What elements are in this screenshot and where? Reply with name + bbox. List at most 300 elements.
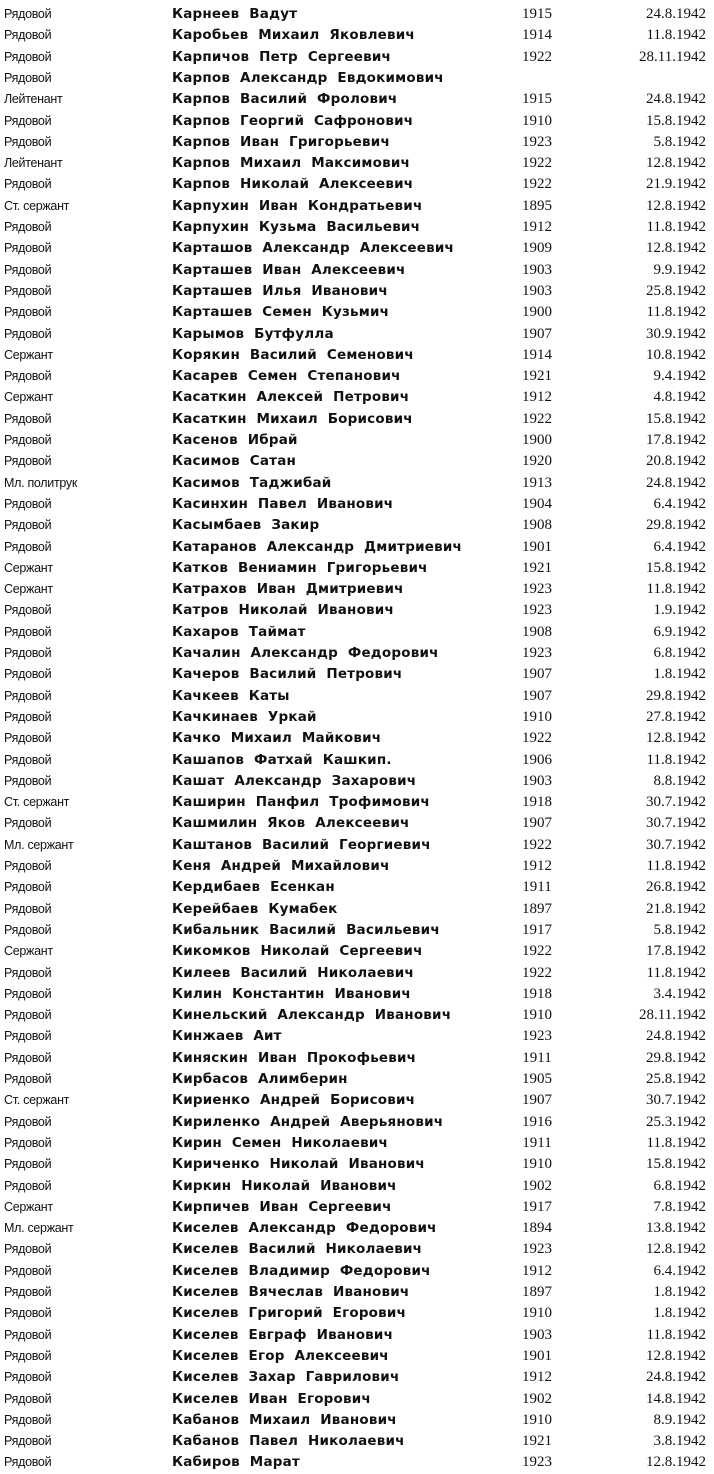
name-cell: Карпичов Петр Сергеевич — [172, 48, 391, 65]
rank-cell: Рядовой — [4, 624, 52, 639]
rank-cell: Рядовой — [4, 113, 52, 128]
name-cell: Карпов Георгий Сафронович — [172, 112, 414, 129]
name-cell: Катков Вениамин Григорьевич — [172, 559, 428, 576]
birth-year-cell: 1922 — [522, 943, 552, 960]
name-cell: Кирбасов Алимберин — [172, 1071, 348, 1087]
record-row — [0, 4, 714, 25]
birth-year-cell: 1912 — [522, 389, 552, 406]
death-date-cell: 10.8.1942 — [646, 346, 706, 363]
name-cell: Карпов Михаил Максимович — [172, 155, 410, 172]
record-row — [0, 1325, 714, 1346]
rank-cell: Рядовой — [4, 283, 52, 298]
record-row — [0, 600, 714, 621]
rank-cell: Рядовой — [4, 688, 52, 703]
death-date-cell: 24.8.1942 — [646, 1369, 706, 1386]
record-row — [0, 174, 714, 195]
record-row — [0, 537, 714, 558]
name-cell: Кирин Семен Николаевич — [172, 1134, 388, 1151]
record-row — [0, 1282, 714, 1303]
rank-cell: Рядовой — [4, 305, 52, 320]
rank-cell: Рядовой — [4, 1135, 52, 1150]
rank-cell: Рядовой — [4, 1008, 52, 1023]
birth-year-cell: 1912 — [522, 1262, 552, 1279]
death-date-cell: 9.9.1942 — [653, 261, 706, 278]
birth-year-cell: 1903 — [522, 1326, 552, 1343]
rank-cell: Рядовой — [4, 1050, 52, 1065]
rank-cell: Рядовой — [4, 1242, 52, 1257]
death-date-cell: 30.7.1942 — [646, 836, 706, 853]
death-date-cell: 25.8.1942 — [646, 282, 706, 299]
death-date-cell: 11.8.1942 — [646, 964, 706, 981]
name-cell: Каробьев Михаил Яковлевич — [172, 27, 415, 44]
death-date-cell: 28.11.1942 — [639, 48, 706, 65]
name-cell: Качкеев Каты — [172, 687, 290, 704]
record-row — [0, 1410, 714, 1431]
name-cell: Кеня Андрей Михайлович — [172, 858, 390, 874]
death-date-cell: 3.4.1942 — [653, 985, 706, 1002]
rank-cell: Рядовой — [4, 28, 52, 43]
death-date-cell: 11.8.1942 — [646, 27, 706, 44]
birth-year-cell: 1894 — [522, 1220, 552, 1237]
death-date-cell: 6.8.1942 — [653, 1177, 706, 1194]
record-row — [0, 1154, 714, 1175]
death-date-cell: 24.8.1942 — [646, 1028, 706, 1045]
death-date-cell: 21.9.1942 — [646, 176, 706, 193]
birth-year-cell: 1923 — [522, 1028, 552, 1045]
birth-year-cell: 1901 — [522, 538, 552, 555]
birth-year-cell: 1920 — [522, 453, 552, 470]
name-cell: Карымов Бутфулла — [172, 325, 334, 342]
birth-year-cell: 1902 — [522, 1390, 552, 1407]
name-cell: Кикомков Николай Сергеевич — [172, 943, 423, 960]
birth-year-cell: 1918 — [522, 794, 552, 811]
rank-cell: Мл. сержант — [4, 837, 74, 852]
record-row — [0, 196, 714, 217]
record-row — [0, 792, 714, 813]
birth-year-cell: 1907 — [522, 1092, 552, 1109]
rank-cell: Рядовой — [4, 1178, 52, 1193]
rank-cell: Рядовой — [4, 539, 52, 554]
rank-cell: Рядовой — [4, 1412, 52, 1427]
record-row — [0, 941, 714, 962]
rank-cell: Рядовой — [4, 1285, 52, 1299]
death-date-cell: 15.8.1942 — [646, 559, 706, 576]
birth-year-cell: 1918 — [522, 985, 552, 1002]
birth-year-cell: 1914 — [522, 346, 552, 363]
name-cell: Касимов Таджибай — [172, 474, 332, 491]
name-cell: Касаткин Михаил Борисович — [172, 410, 413, 427]
rank-cell: Рядовой — [4, 49, 52, 64]
name-cell: Карнеев Вадут — [172, 6, 298, 22]
rank-cell: Рядовой — [4, 411, 52, 426]
rank-cell: Сержант — [4, 944, 53, 959]
name-cell: Киселев Александр Федорович — [172, 1220, 437, 1237]
name-cell: Киселев Егор Алексеевич — [172, 1347, 389, 1364]
name-cell: Кибальник Василий Васильевич — [172, 921, 440, 938]
rank-cell: Рядовой — [4, 518, 52, 533]
name-cell: Касимов Сатан — [172, 453, 297, 470]
death-date-cell: 12.8.1942 — [646, 240, 706, 257]
birth-year-cell: 1912 — [522, 1369, 552, 1386]
name-cell: Карташев Иван Алексеевич — [172, 261, 406, 278]
rank-cell: Рядовой — [4, 709, 52, 724]
record-row — [0, 1026, 714, 1047]
rank-cell: Рядовой — [4, 773, 52, 788]
death-date-cell: 24.8.1942 — [646, 474, 706, 491]
record-row — [0, 558, 714, 579]
name-cell: Каштанов Василий Георгиевич — [172, 836, 431, 853]
birth-year-cell: 1904 — [522, 495, 552, 512]
death-date-cell: 11.8.1942 — [646, 858, 706, 874]
record-row — [0, 238, 714, 259]
death-date-cell: 8.8.1942 — [653, 772, 706, 789]
birth-year-cell: 1900 — [522, 304, 552, 321]
name-cell: Кашат Александр Захарович — [172, 772, 417, 789]
death-date-cell: 11.8.1942 — [646, 1326, 706, 1343]
rank-cell: Рядовой — [4, 262, 52, 277]
death-date-cell: 24.8.1942 — [646, 6, 706, 22]
rank-cell: Рядовой — [4, 1306, 52, 1321]
death-date-cell: 6.9.1942 — [653, 623, 706, 640]
death-date-cell: 30.7.1942 — [646, 1092, 706, 1109]
death-date-cell: 21.8.1942 — [646, 900, 706, 917]
birth-year-cell: 1915 — [522, 6, 552, 22]
birth-year-cell: 1901 — [522, 1347, 552, 1364]
death-date-cell: 12.8.1942 — [646, 1347, 706, 1364]
record-row — [0, 728, 714, 749]
rank-cell: Рядовой — [4, 1370, 52, 1385]
birth-year-cell: 1911 — [522, 1134, 552, 1151]
death-date-cell: 12.8.1942 — [646, 1241, 706, 1258]
record-row — [0, 1367, 714, 1388]
rank-cell: Ст. сержант — [4, 1093, 70, 1108]
name-cell: Киселев Иван Егорович — [172, 1390, 371, 1407]
rank-cell: Рядовой — [4, 326, 52, 341]
rank-cell: Мл. сержант — [4, 1221, 74, 1236]
death-date-cell: 30.9.1942 — [646, 325, 706, 342]
rank-cell: Мл. политрук — [4, 475, 78, 490]
name-cell: Кириенко Андрей Борисович — [172, 1092, 416, 1109]
birth-year-cell: 1922 — [522, 155, 552, 172]
birth-year-cell: 1910 — [522, 1411, 552, 1428]
birth-year-cell: 1902 — [522, 1177, 552, 1194]
record-row — [0, 515, 714, 536]
death-date-cell: 1.9.1942 — [653, 602, 706, 619]
rank-cell: Рядовой — [4, 1072, 52, 1086]
rank-cell: Рядовой — [4, 70, 52, 85]
name-cell: Касенов Ибрай — [172, 432, 298, 448]
name-cell: Керейбаев Кумабек — [172, 900, 338, 917]
birth-year-cell: 1910 — [522, 1156, 552, 1173]
birth-year-cell: 1922 — [522, 410, 552, 427]
death-date-cell: 27.8.1942 — [646, 708, 706, 725]
name-cell: Карпов Николай Алексеевич — [172, 176, 414, 193]
rank-cell: Рядовой — [4, 901, 52, 916]
rank-cell: Рядовой — [4, 1157, 52, 1172]
death-date-cell: 20.8.1942 — [646, 453, 706, 470]
name-cell: Киняскин Иван Прокофьевич — [172, 1049, 417, 1066]
record-row — [0, 324, 714, 345]
rank-cell: Сержант — [4, 560, 53, 575]
death-date-cell: 6.4.1942 — [653, 495, 706, 512]
rank-cell: Рядовой — [4, 667, 52, 682]
death-date-cell: 5.8.1942 — [653, 921, 706, 938]
death-date-cell: 15.8.1942 — [646, 1156, 706, 1173]
birth-year-cell: 1907 — [522, 325, 552, 342]
death-date-cell: 6.8.1942 — [653, 645, 706, 661]
record-row — [0, 1048, 714, 1069]
birth-year-cell: 1905 — [522, 1071, 552, 1087]
rank-cell: Сержант — [4, 582, 53, 597]
rank-cell: Сержант — [4, 347, 53, 362]
birth-year-cell: 1917 — [522, 1198, 552, 1215]
death-date-cell: 11.8.1942 — [646, 581, 706, 598]
death-date-cell: 12.8.1942 — [646, 730, 706, 747]
rank-cell: Рядовой — [4, 603, 52, 618]
birth-year-cell: 1906 — [522, 751, 552, 768]
name-cell: Кахаров Таймат — [172, 623, 306, 640]
name-cell: Киселев Григорий Егорович — [172, 1305, 407, 1322]
death-date-cell: 14.8.1942 — [646, 1390, 706, 1407]
death-date-cell: 12.8.1942 — [646, 155, 706, 172]
record-row — [0, 877, 714, 898]
death-date-cell: 29.8.1942 — [646, 1049, 706, 1066]
record-row — [0, 707, 714, 728]
death-date-cell: 5.8.1942 — [653, 133, 706, 150]
birth-year-cell: 1911 — [522, 1049, 552, 1066]
birth-year-cell: 1923 — [522, 1454, 552, 1471]
death-date-cell: 17.8.1942 — [646, 943, 706, 960]
rank-cell: Рядовой — [4, 241, 52, 256]
rank-cell: Лейтенант — [4, 156, 63, 171]
name-cell: Киселев Василий Николаевич — [172, 1241, 423, 1258]
record-row — [0, 1218, 714, 1239]
birth-year-cell: 1903 — [522, 282, 552, 299]
record-row — [0, 920, 714, 941]
birth-year-cell: 1911 — [522, 879, 552, 896]
rank-cell: Рядовой — [4, 1263, 52, 1278]
name-cell: Киселев Захар Гаврилович — [172, 1369, 400, 1386]
birth-year-cell: 1900 — [522, 432, 552, 448]
death-date-cell: 11.8.1942 — [646, 219, 706, 235]
name-cell: Карташев Илья Иванович — [172, 282, 388, 299]
death-date-cell: 1.8.1942 — [653, 1305, 706, 1322]
record-row — [0, 1069, 714, 1090]
birth-year-cell: 1923 — [522, 602, 552, 619]
record-row — [0, 89, 714, 110]
death-date-cell: 15.8.1942 — [646, 112, 706, 129]
record-row — [0, 664, 714, 685]
record-row — [0, 686, 714, 707]
birth-year-cell: 1922 — [522, 176, 552, 193]
record-row — [0, 643, 714, 664]
birth-year-cell: 1922 — [522, 836, 552, 853]
death-date-cell: 24.8.1942 — [646, 91, 706, 108]
death-date-cell: 6.4.1942 — [653, 538, 706, 555]
name-cell: Карташов Александр Алексеевич — [172, 240, 454, 257]
name-cell: Касарев Семен Степанович — [172, 368, 401, 385]
record-row — [0, 111, 714, 132]
name-cell: Катаранов Александр Дмитриевич — [172, 538, 462, 555]
name-cell: Карташев Семен Кузьмич — [172, 304, 390, 321]
birth-year-cell: 1921 — [522, 368, 552, 385]
death-date-cell: 7.8.1942 — [653, 1198, 706, 1215]
birth-year-cell: 1910 — [522, 1007, 552, 1024]
record-row — [0, 302, 714, 323]
birth-year-cell: 1907 — [522, 666, 552, 683]
record-row — [0, 1133, 714, 1154]
death-date-cell: 3.8.1942 — [653, 1433, 706, 1450]
death-date-cell: 25.3.1942 — [646, 1113, 706, 1130]
name-cell: Килин Константин Иванович — [172, 985, 411, 1002]
record-row — [0, 622, 714, 643]
rank-cell: Рядовой — [4, 454, 52, 469]
birth-year-cell: 1921 — [522, 1433, 552, 1450]
rank-cell: Сержант — [4, 1199, 53, 1214]
birth-year-cell: 1921 — [522, 559, 552, 576]
birth-year-cell: 1897 — [522, 900, 552, 917]
birth-year-cell: 1923 — [522, 133, 552, 150]
record-row — [0, 217, 714, 238]
birth-year-cell: 1915 — [522, 91, 552, 108]
death-date-cell: 8.9.1942 — [653, 1411, 706, 1428]
name-cell: Качко Михаил Майкович — [172, 730, 382, 747]
birth-year-cell: 1923 — [522, 645, 552, 661]
birth-year-cell: 1917 — [522, 921, 552, 938]
name-cell: Карпухин Иван Кондратьевич — [172, 197, 423, 214]
name-cell: Кердибаев Есенкан — [172, 879, 335, 896]
record-row — [0, 451, 714, 472]
rank-cell: Рядовой — [4, 369, 52, 384]
death-date-cell: 13.8.1942 — [646, 1220, 706, 1237]
record-row — [0, 1112, 714, 1133]
name-cell: Карпов Александр Евдокимович — [172, 69, 444, 86]
death-date-cell: 9.4.1942 — [653, 368, 706, 385]
record-row — [0, 366, 714, 387]
name-cell: Касинхин Павел Иванович — [172, 495, 394, 512]
name-cell: Касаткин Алексей Петрович — [172, 389, 410, 406]
rank-cell: Ст. сержант — [4, 198, 70, 213]
birth-year-cell: 1923 — [522, 1241, 552, 1258]
birth-year-cell: 1913 — [522, 474, 552, 491]
death-date-cell: 25.8.1942 — [646, 1071, 706, 1087]
record-row — [0, 47, 714, 68]
name-cell: Касымбаев Закир — [172, 517, 320, 534]
rank-cell: Рядовой — [4, 646, 52, 660]
record-row — [0, 1005, 714, 1026]
record-row — [0, 260, 714, 281]
death-date-cell: 17.8.1942 — [646, 432, 706, 448]
name-cell: Килеев Василий Николаевич — [172, 964, 414, 981]
birth-year-cell: 1907 — [522, 687, 552, 704]
record-row — [0, 1261, 714, 1282]
rank-cell: Рядовой — [4, 816, 52, 831]
death-date-cell: 29.8.1942 — [646, 517, 706, 534]
birth-year-cell: 1922 — [522, 48, 552, 65]
rank-cell: Рядовой — [4, 922, 52, 937]
birth-year-cell: 1922 — [522, 730, 552, 747]
name-cell: Кириченко Николай Иванович — [172, 1156, 425, 1173]
name-cell: Качалин Александр Федорович — [172, 645, 439, 661]
birth-year-cell: 1912 — [522, 219, 552, 235]
record-row — [0, 1239, 714, 1260]
rank-cell: Рядовой — [4, 177, 52, 192]
record-row — [0, 281, 714, 302]
birth-year-cell: 1910 — [522, 112, 552, 129]
name-cell: Катрахов Иван Дмитриевич — [172, 581, 404, 598]
birth-year-cell: 1910 — [522, 708, 552, 725]
birth-year-cell: 1914 — [522, 27, 552, 44]
record-row — [0, 856, 714, 877]
rank-cell: Рядовой — [4, 880, 52, 895]
rank-cell: Лейтенант — [4, 92, 63, 107]
record-row — [0, 1431, 714, 1452]
record-row — [0, 984, 714, 1005]
record-row — [0, 771, 714, 792]
name-cell: Кирпичев Иван Сергеевич — [172, 1198, 392, 1215]
record-row — [0, 473, 714, 494]
record-row — [0, 750, 714, 771]
name-cell: Кабанов Павел Николаевич — [172, 1433, 405, 1450]
record-row — [0, 899, 714, 920]
record-row — [0, 387, 714, 408]
birth-year-cell: 1916 — [522, 1113, 552, 1130]
birth-year-cell: 1903 — [522, 261, 552, 278]
name-cell: Киселев Владимир Федорович — [172, 1262, 431, 1279]
name-cell: Кашапов Фатхай Кашкип. — [172, 751, 392, 768]
record-row — [0, 1090, 714, 1111]
record-row — [0, 835, 714, 856]
rank-cell: Рядовой — [4, 7, 52, 21]
rank-cell: Рядовой — [4, 220, 52, 234]
record-row — [0, 25, 714, 46]
name-cell: Корякин Василий Семенович — [172, 346, 414, 363]
rank-cell: Рядовой — [4, 752, 52, 767]
birth-year-cell: 1922 — [522, 964, 552, 981]
rank-cell: Рядовой — [4, 1391, 52, 1406]
name-cell: Кабанов Михаил Иванович — [172, 1411, 397, 1428]
name-cell: Карпов Василий Фролович — [172, 91, 398, 108]
name-cell: Кинельский Александр Иванович — [172, 1007, 452, 1024]
record-row — [0, 579, 714, 600]
rank-cell: Рядовой — [4, 1455, 52, 1470]
birth-year-cell: 1907 — [522, 815, 552, 832]
name-cell: Карпухин Кузьма Васильевич — [172, 219, 421, 235]
rank-cell: Рядовой — [4, 1348, 52, 1363]
death-date-cell: 12.8.1942 — [646, 1454, 706, 1471]
record-row — [0, 1346, 714, 1367]
record-row — [0, 494, 714, 515]
death-date-cell: 6.4.1942 — [653, 1262, 706, 1279]
birth-year-cell: 1895 — [522, 197, 552, 214]
name-cell: Кабиров Марат — [172, 1454, 300, 1471]
birth-year-cell: 1897 — [522, 1284, 552, 1300]
name-cell: Катров Николай Иванович — [172, 602, 394, 619]
rank-cell: Ст. сержант — [4, 795, 70, 810]
rank-cell: Рядовой — [4, 1327, 52, 1342]
death-date-cell: 11.8.1942 — [646, 751, 706, 768]
name-cell: Качкинаев Уркай — [172, 708, 317, 725]
rank-cell: Рядовой — [4, 134, 52, 149]
birth-year-cell: 1908 — [522, 517, 552, 534]
record-row — [0, 430, 714, 451]
death-date-cell: 30.7.1942 — [646, 794, 706, 811]
death-date-cell: 12.8.1942 — [646, 197, 706, 214]
record-row — [0, 153, 714, 174]
rank-cell: Рядовой — [4, 965, 52, 980]
death-date-cell: 1.8.1942 — [653, 666, 706, 683]
rank-cell: Сержант — [4, 390, 53, 405]
